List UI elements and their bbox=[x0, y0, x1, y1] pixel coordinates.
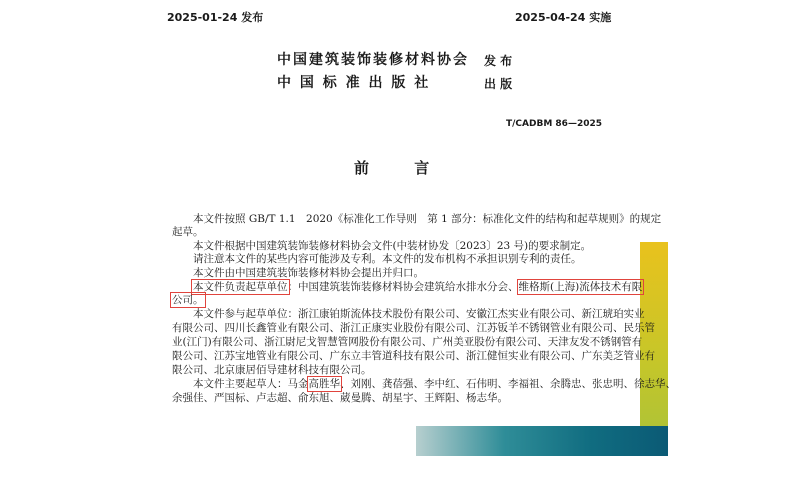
highlight-drafting-unit: 本文件负责起草单位 bbox=[193, 281, 288, 293]
highlight-company: 维格斯(上海)流体技术有限 bbox=[518, 281, 643, 293]
paragraph-6-line-5: 限公司、北京康居佰导建材科技有限公司。 bbox=[172, 364, 372, 376]
publisher-org: 中国建筑装饰装修材料协会 bbox=[277, 52, 469, 68]
press-org: 中 国 标 准 出 版 社 bbox=[277, 75, 431, 91]
paragraph-6-line-3: 业(江门)有限公司、浙江尉尼戈智慧管网股份有限公司、广州美亚股份有限公司、天津友发不锈钢管有 bbox=[172, 336, 643, 348]
gold-accent-bar bbox=[640, 242, 668, 456]
paragraph-5-middle: ：中国建筑装饰装修材料协会建筑给水排水分会、 bbox=[287, 281, 519, 293]
paragraph-7-line-2: 余强佳、严国标、卢志超、俞东旭、葳曼腾、胡星宇、王辉阳、杨志华。 bbox=[172, 392, 508, 404]
teal-accent-bar bbox=[416, 426, 668, 456]
paragraph-6-line-1: 本文件参与起草单位：浙江康铂斯流体技术股份有限公司、安徽江杰实业有限公司、新江琥珀实业 bbox=[193, 308, 645, 320]
press-action: 出 版 bbox=[484, 77, 513, 91]
publish-date: 2025-01-24 发布 bbox=[167, 11, 264, 24]
paragraph-7-line-1 bbox=[193, 378, 676, 390]
highlight-drafter-name: 高胜华 bbox=[308, 378, 340, 390]
paragraph-4: 本文件由中国建筑装饰装修材料协会提出并归口。 bbox=[193, 267, 424, 279]
paragraph-7-rest: 、刘刚、龚蓓强、李中红、石伟明、李福祖、余腾忠、张忠明、徐志华、 bbox=[340, 378, 676, 390]
paragraph-5-line-2 bbox=[172, 294, 204, 306]
paragraph-1-line-2: 起草。 bbox=[172, 226, 204, 238]
highlight-company-cont: 公司。 bbox=[172, 294, 204, 306]
section-title: 前 言 bbox=[354, 159, 450, 177]
paragraph-6-line-2: 有限公司、四川长鑫管业有限公司、浙江正康实业股份有限公司、江苏钣羊不锈钢管业有限公司、民乐管 bbox=[172, 322, 655, 334]
paragraph-3: 请注意本文件的某些内容可能涉及专利。本文件的发布机构不承担识别专利的责任。 bbox=[193, 253, 582, 265]
implement-date: 2025-04-24 实施 bbox=[515, 11, 612, 24]
publisher-action: 发 布 bbox=[484, 54, 513, 68]
paragraph-1-line-1: 本文件按照 GB/T 1.1 2020《标准化工作导则 第 1 部分：标准化文件的结构和起草规则》的规定 bbox=[193, 213, 662, 225]
paragraph-5-line-1 bbox=[193, 281, 642, 293]
paragraph-7-prefix: 本文件主要起草人：马金 bbox=[193, 378, 309, 390]
standard-code: T/CADBM 86—2025 bbox=[506, 119, 602, 129]
paragraph-6-line-4: 限公司、江苏宝地管业有限公司、广东立丰管道科技有限公司、浙江健恒实业有限公司、广东美芝管业有 bbox=[172, 350, 655, 362]
paragraph-2: 本文件根据中国建筑装饰装修材料协会文件(中装材协发〔2023〕23 号)的要求制定。 bbox=[193, 240, 592, 252]
